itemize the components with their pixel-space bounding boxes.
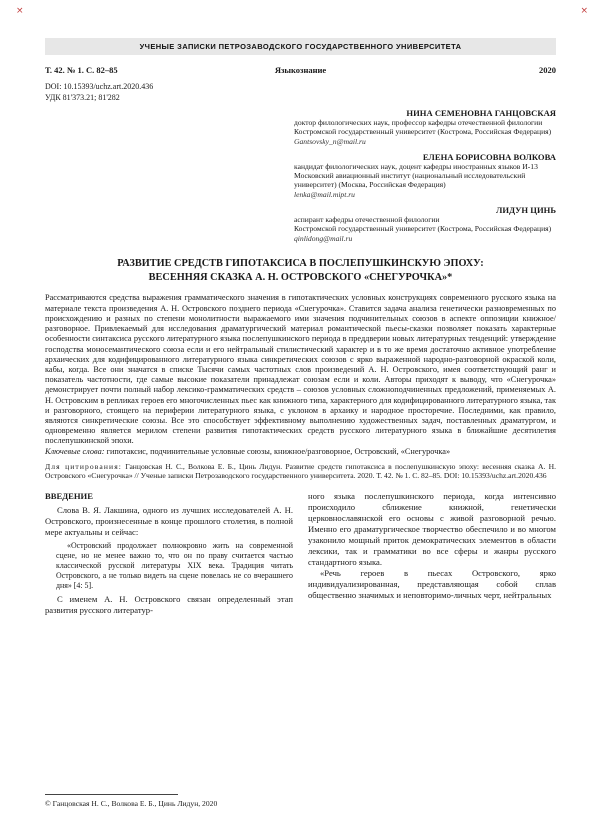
author-email-link[interactable]: qinlidong@mail.ru: [294, 233, 353, 243]
citation-text: Ганцовская Н. С., Волкова Е. Б., Цинь Лидун. Развитие средств гипотаксиса в послепушкинскую эпоху: весенняя сказка А. Н. Островского «Снегурочка» // Ученые записки Петрозаводского государственного университета. 2020. Т. 42. № 1. С. 82–85. DOI: 10.15393/uchz.art.2020.436: [45, 461, 556, 481]
journal-header-bar: УЧЕНЫЕ ЗАПИСКИ ПЕТРОЗАВОДСКОГО ГОСУДАРСТВЕННОГО УНИВЕРСИТЕТА: [45, 38, 556, 55]
author-name: НИНА СЕМЕНОВНА ГАНЦОВСКАЯ: [406, 108, 556, 118]
author-name: ЕЛЕНА БОРИСОВНА ВОЛКОВА: [422, 151, 556, 162]
year-label: 2020: [538, 65, 556, 75]
keywords-text: гипотаксис, подчинительные условные союзы, книжное/разговорное, Островский, «Снегурочка»: [104, 446, 451, 456]
keywords-label: Ключевые слова:: [45, 446, 105, 456]
author-name: ЛИДУН ЦИНЬ: [496, 204, 556, 215]
author-block: [294, 205, 556, 243]
author-affiliation: Костромской государственный университет (Кострома, Российская Федерация): [294, 126, 552, 136]
block-quote: «Островский продолжает полнокровно жить на современной сцене, но не менее важно то, что он по праву считается частью классической русской литературы XIX века. Традиция читать Островского, а не только видеть на сцене повелась не со вчерашнего дня» [4: 5].: [56, 540, 293, 590]
body-paragraph: ного языка послепушкинского периода, когда интенсивно происходило сближение книжной, генетически церковнославянской его основы с живой разговорной речью. Именно его драматургическое творчество обеспечило и во многом узаконило мощный приток демократических элементов в области лексики, так и грамматики во все сферы и жанры русского стандартного языка.: [308, 490, 556, 567]
right-column: [308, 491, 556, 616]
page-footer: [45, 794, 217, 808]
author-block: [294, 108, 556, 146]
section-label: Языкознание: [274, 65, 327, 75]
body-paragraph: «Речь героев в пьесах Островского, ярко индивидуализированная, представляющая собой сплав общественно значимых и неповторимо-личных черт, нейтральных: [308, 567, 556, 600]
citation-block: [45, 462, 556, 481]
doi-line: DOI: 10.15393/uchz.art.2020.436: [45, 82, 154, 91]
left-column: [45, 491, 293, 616]
udk-line: УДК 81'373.21; 81'282: [45, 93, 120, 102]
introduction-heading: ВВЕДЕНИЕ: [45, 490, 93, 501]
author-bio: аспирант кафедры отечественной филологии: [294, 214, 440, 224]
author-affiliation: Костромской государственный университет (Кострома, Российская Федерация): [294, 223, 552, 233]
abstract-text: Рассматриваются средства выражения грамматического значения в гипотактических условных конструкциях современного русского языка на материале текста произведения А. Н. Островского позднего периода «Снегурочка». Ставится задача анализа генетически разновременных по происхождению и разных по степени монолитности выражаемого ими значения подчинительных союзов в аспекте оппозиции книжное/разговорное. Привлекаемый для исследования драматургический материал романтической пьесы-сказки позволяет показать характерные особенности синтаксиса русского литературного языка послепушкинского периода в преддверии новых литературных тенденций: утверждение господства моносемантического союза если и его нейтральный стилистический характер и в то же время достаточно активное употребление архаических для кодифицированного литературного языка синкретических союзов с ярко выраженной народно-разговорной окраской коли, кабы, когда. Все они значатся в списке Тысячи самых частотных слов произведений А. Н. Островского, имея соответствующий ранг и показатель частотности, где самые высокие показатели принадлежат союзам если и коли. Авторы приходят к выводу, что «Снегурочка» демонстрирует почти полный набор лексико-грамматических средств – союзов условных сложноподчиненных предложений, применяемых А. Н. Островским в репликах героев его многочисленных пьес как книжного типа, характерного для кодифицированного литературного языка, так и разговорного, стоящего на периферии литературного языка, с уклоном в архаику и народное просторечие. Последними, как правило, являются синкретические союзы. Все это способствует эффективному выполнению художественных задач, поставленных драматургом, и одновременно является мерилом степени развития гипотактических средств русского литературного языка в ближайшие десятилетия послепушкинской эпохи.: [45, 293, 556, 446]
citation-label: Для цитирования:: [45, 461, 122, 471]
article-title-line1: РАЗВИТИЕ СРЕДСТВ ГИПОТАКСИСА В ПОСЛЕПУШКИНСКУЮ ЭПОХУ:: [117, 257, 484, 269]
author-email-link[interactable]: Gantsovsky_n@mail.ru: [294, 136, 366, 146]
keywords-line: [45, 447, 556, 457]
crop-mark-right: ×: [580, 6, 588, 16]
author-block: [294, 152, 556, 199]
two-column-body: [45, 491, 556, 616]
footnote-rule: [45, 794, 178, 795]
author-bio: доктор филологических наук, профессор кафедры отечественной филологии: [294, 118, 543, 127]
author-affiliation: Московский авиационный институт (национальный исследовательский университет) (Москва, Российская Федерация): [294, 170, 526, 189]
body-paragraph: С именем А. Н. Островского связан определенный этап развития русского литератур-: [45, 593, 293, 615]
article-title: [45, 257, 556, 286]
crop-mark-left: ×: [16, 6, 24, 16]
copyright-line: © Ганцовская Н. С., Волкова Е. Б., Цинь Лидун, 2020: [45, 799, 218, 808]
article-title-line2: ВЕСЕННЯЯ СКАЗКА А. Н. ОСТРОВСКОГО «СНЕГУРОЧКА»*: [148, 272, 453, 284]
body-paragraph: Слова В. Я. Лакшина, одного из лучших исследователей А. Н. Островского, произнесенные в конце прошлого столетия, в полной мере актуальны и сейчас:: [45, 504, 293, 537]
issue-meta-row: [45, 65, 556, 75]
author-bio: кандидат филологических наук, доцент кафедры иностранных языков И-13: [294, 161, 538, 171]
author-email-link[interactable]: lenka@mail.mipt.ru: [294, 189, 355, 199]
authors-block: [294, 108, 556, 243]
volume-pages: Т. 42. № 1. С. 82–85: [45, 65, 118, 75]
